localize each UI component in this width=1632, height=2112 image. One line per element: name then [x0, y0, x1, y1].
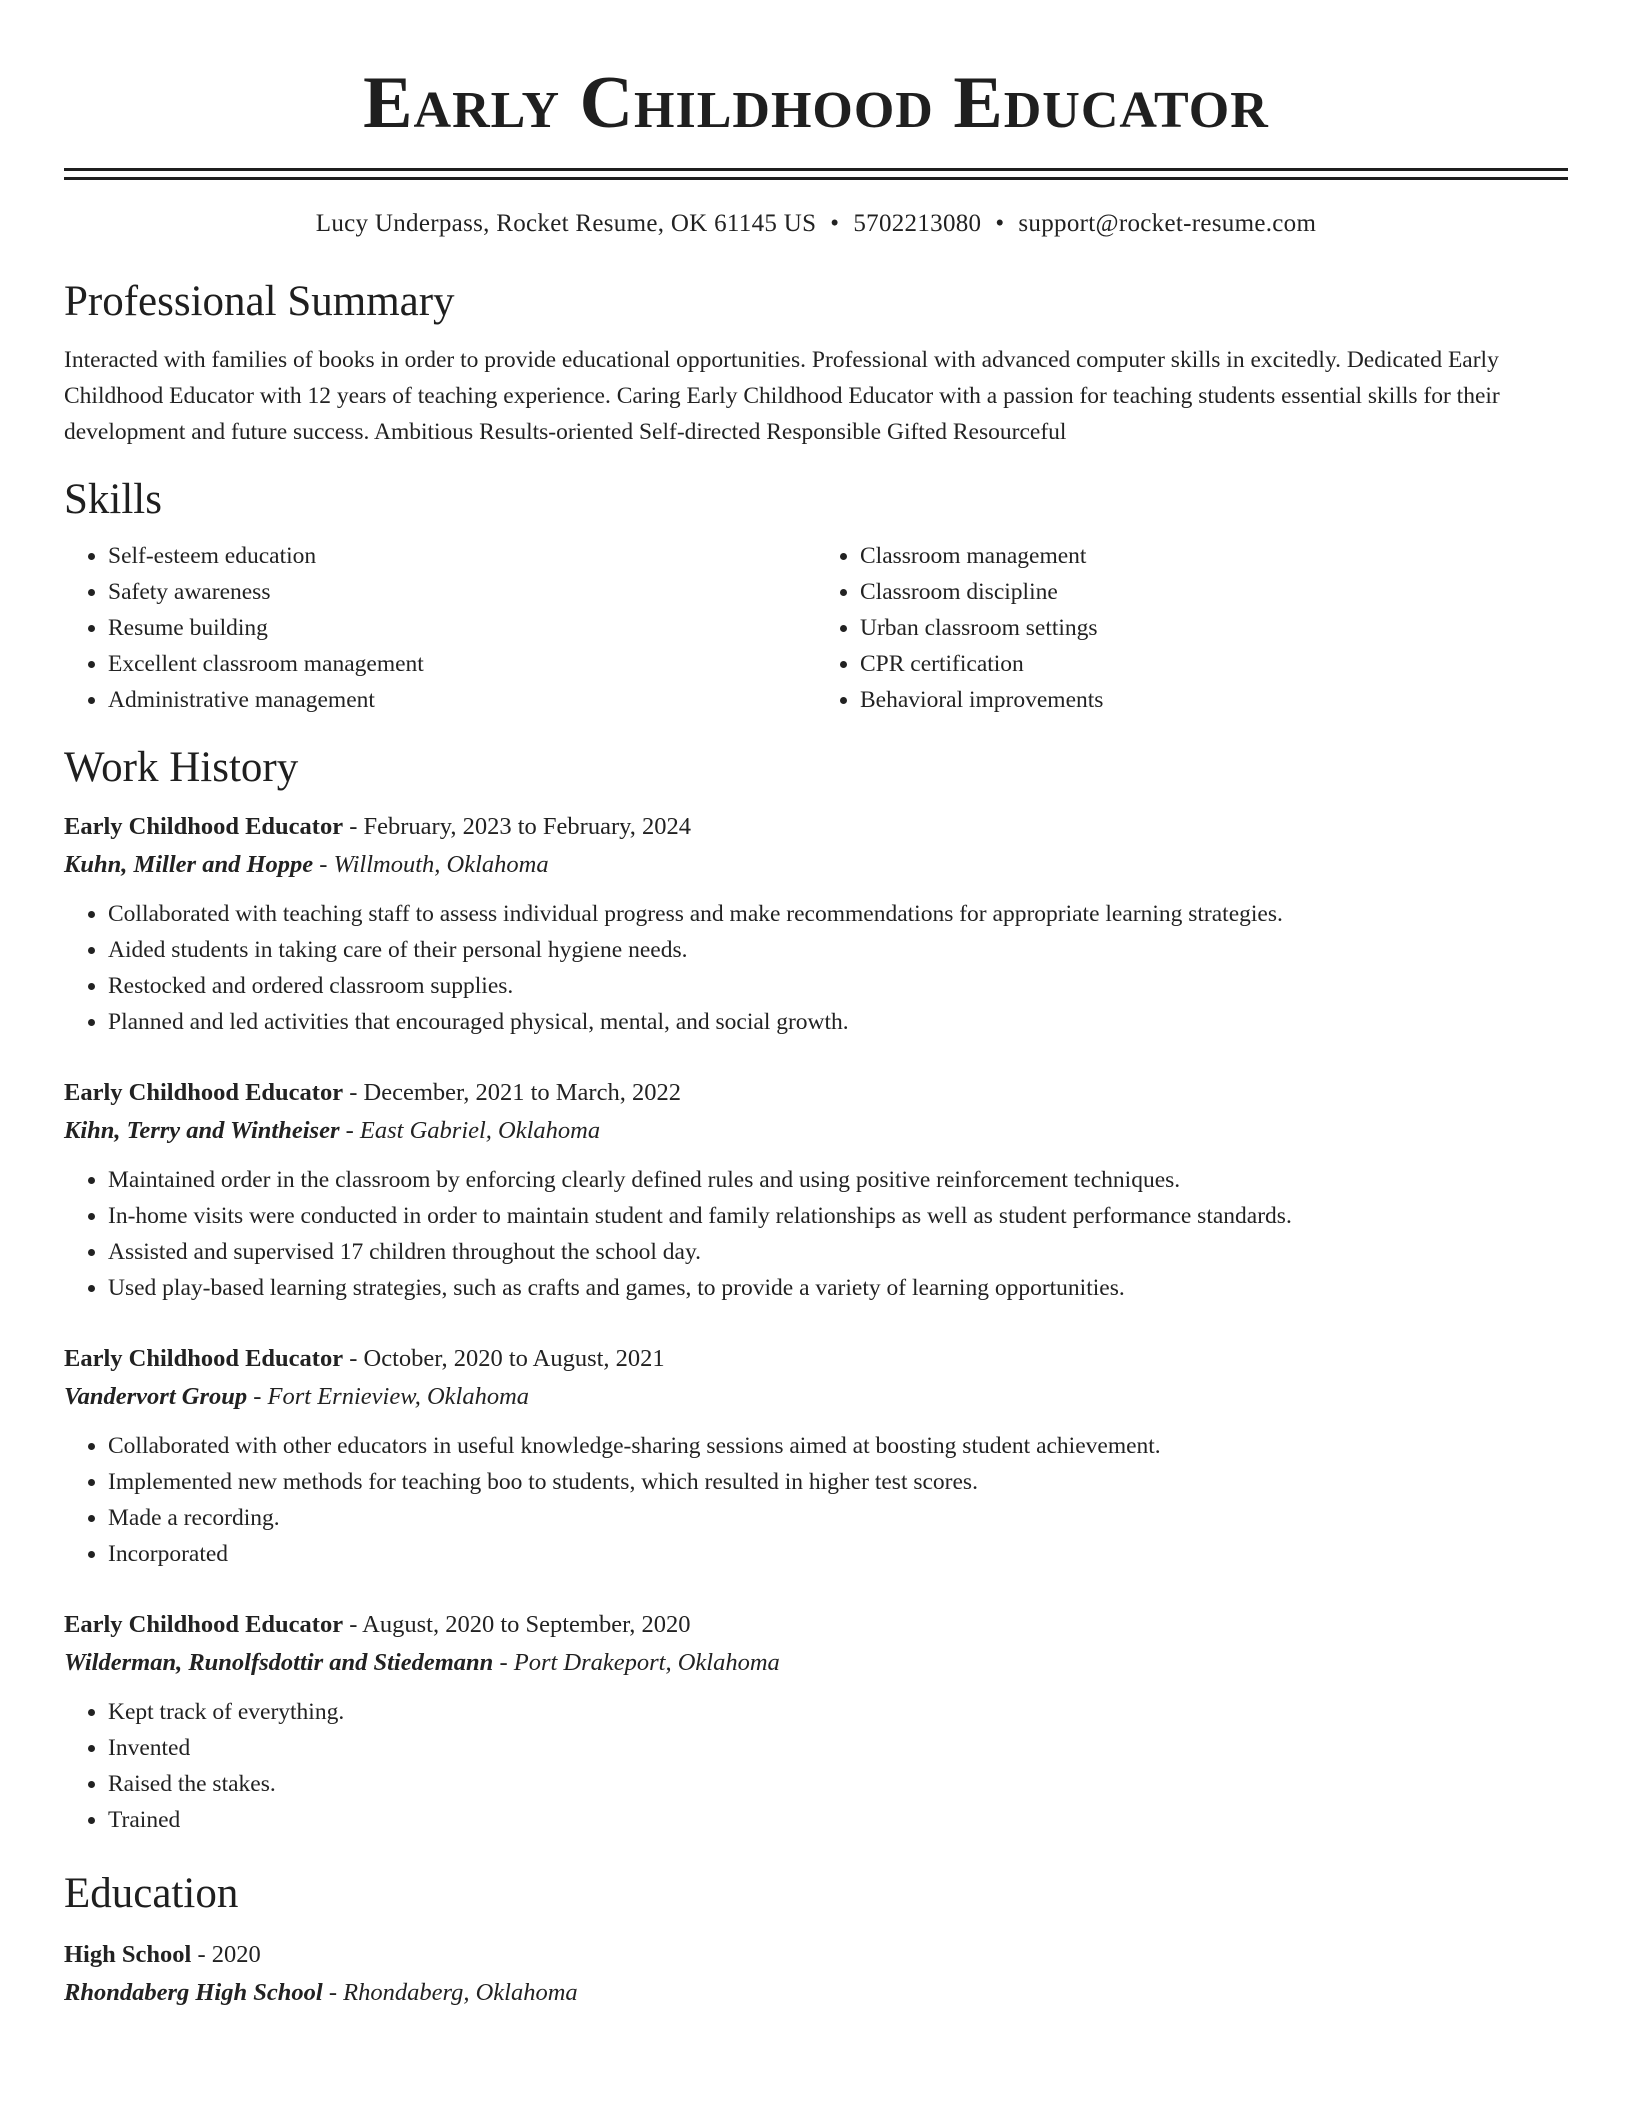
- contact-separator: •: [830, 210, 840, 237]
- job-bullet: • Planned and led activities that encouraged physical, mental, and social growth.: [108, 1004, 1568, 1040]
- skill-item: • Administrative management: [108, 682, 816, 718]
- job-bullet: • Trained: [108, 1802, 1568, 1838]
- skills-columns: [64, 538, 1568, 718]
- skill-item: • Self-esteem education: [108, 538, 816, 574]
- job-title-line: Early Childhood Educator - December, 2021 to March, 2022: [64, 1079, 681, 1106]
- job-bullet: • In-home visits were conducted in order to maintain student and family relationships as well as student performance standards.: [108, 1198, 1568, 1234]
- job-bullet: • Invented: [108, 1730, 1568, 1766]
- job-company-line: Kuhn, Miller and Hoppe - Willmouth, Oklahoma: [64, 851, 549, 878]
- skills-list-left: [64, 538, 816, 718]
- skill-item: • Resume building: [108, 610, 816, 646]
- education-heading: Education: [64, 1870, 239, 1917]
- contact-line: [64, 206, 1568, 242]
- skills-list-right: [816, 538, 1568, 718]
- contact-phone: 5702213080: [853, 210, 982, 237]
- job-company: Kihn, Terry and Wintheiser: [64, 1117, 340, 1144]
- job-bullets: [64, 1694, 1568, 1838]
- education-year: 2020: [211, 1941, 261, 1968]
- contact-email: support@rocket-resume.com: [1018, 210, 1317, 237]
- job-location: Willmouth, Oklahoma: [333, 851, 549, 878]
- job-bullets: [64, 896, 1568, 1040]
- title-divider: [64, 168, 1568, 180]
- job-dates: December, 2021 to March, 2022: [363, 1079, 681, 1106]
- job-title: Early Childhood Educator: [64, 1079, 344, 1106]
- job-dates: August, 2020 to September, 2020: [362, 1611, 691, 1638]
- job-entry: [64, 1340, 1568, 1572]
- job-dates: October, 2020 to August, 2021: [363, 1345, 665, 1372]
- summary-heading: Professional Summary: [64, 278, 455, 325]
- skill-item: • Classroom discipline: [860, 574, 1568, 610]
- job-bullet: • Aided students in taking care of their personal hygiene needs.: [108, 932, 1568, 968]
- job-company: Wilderman, Runolfsdottir and Stiedemann: [64, 1649, 494, 1676]
- job-bullet: • Made a recording.: [108, 1500, 1568, 1536]
- job-title: Early Childhood Educator: [64, 1345, 344, 1372]
- summary-text: Interacted with families of books in order to provide educational opportunities. Professional with advanced computer skills in excitedly. Dedicated Early Childhood Educator with 12 years of teaching experience. Caring Early Childhood Educator with a passion for teaching students essential skills for their development and future success. Ambitious Results-oriented Self-directed Responsible Gifted Resourceful: [64, 347, 1500, 445]
- job-bullets: [64, 1428, 1568, 1572]
- job-bullets: [64, 1162, 1568, 1306]
- job-company: Vandervort Group: [64, 1383, 248, 1410]
- job-bullet: • Raised the stakes.: [108, 1766, 1568, 1802]
- education-entry: [64, 1936, 1568, 2012]
- education-degree-line: High School - 2020: [64, 1941, 261, 1968]
- job-entry: [64, 1606, 1568, 1838]
- job-bullet: • Assisted and supervised 17 children throughout the school day.: [108, 1234, 1568, 1270]
- job-location: Port Drakeport, Oklahoma: [513, 1649, 780, 1676]
- job-title: Early Childhood Educator: [64, 813, 344, 840]
- skill-item: • Safety awareness: [108, 574, 816, 610]
- skill-item: • Behavioral improvements: [860, 682, 1568, 718]
- job-title-line: Early Childhood Educator - February, 2023 to February, 2024: [64, 813, 692, 840]
- skill-item: • Urban classroom settings: [860, 610, 1568, 646]
- job-bullet: • Implemented new methods for teaching boo to students, which resulted in higher test scores.: [108, 1464, 1568, 1500]
- job-entry: [64, 808, 1568, 1040]
- contact-address: Lucy Underpass, Rocket Resume, OK 61145 US: [315, 210, 817, 237]
- job-company-line: Wilderman, Runolfsdottir and Stiedemann - Port Drakeport, Oklahoma: [64, 1649, 780, 1676]
- education-school-line: Rhondaberg High School - Rhondaberg, Oklahoma: [64, 1979, 578, 2006]
- job-bullet: • Collaborated with other educators in useful knowledge-sharing sessions aimed at boosting student achievement.: [108, 1428, 1568, 1464]
- skill-item: • CPR certification: [860, 646, 1568, 682]
- skills-heading: Skills: [64, 476, 162, 523]
- work-history-heading: Work History: [64, 744, 299, 791]
- job-bullet: • Maintained order in the classroom by enforcing clearly defined rules and using positive reinforcement techniques.: [108, 1162, 1568, 1198]
- skill-item: • Excellent classroom management: [108, 646, 816, 682]
- job-title-line: Early Childhood Educator - October, 2020 to August, 2021: [64, 1345, 665, 1372]
- education-degree: High School: [64, 1941, 192, 1968]
- job-bullet: • Kept track of everything.: [108, 1694, 1568, 1730]
- job-entry: [64, 1074, 1568, 1306]
- job-location: East Gabriel, Oklahoma: [359, 1117, 601, 1144]
- job-bullet: • Used play-based learning strategies, such as crafts and games, to provide a variety of learning opportunities.: [108, 1270, 1568, 1306]
- job-bullet: • Restocked and ordered classroom supplies.: [108, 968, 1568, 1004]
- job-title: Early Childhood Educator: [64, 1611, 344, 1638]
- resume-title: Early Childhood Educator: [363, 62, 1269, 144]
- job-bullet: • Collaborated with teaching staff to assess individual progress and make recommendations for appropriate learning strategies.: [108, 896, 1568, 932]
- job-bullet: • Incorporated: [108, 1536, 1568, 1572]
- job-location: Fort Ernieview, Oklahoma: [267, 1383, 530, 1410]
- education-school: Rhondaberg High School: [64, 1979, 323, 2006]
- job-company: Kuhn, Miller and Hoppe: [64, 851, 314, 878]
- job-company-line: Vandervort Group - Fort Ernieview, Oklahoma: [64, 1383, 530, 1410]
- job-dates: February, 2023 to February, 2024: [363, 813, 692, 840]
- job-company-line: Kihn, Terry and Wintheiser - East Gabriel, Oklahoma: [64, 1117, 601, 1144]
- education-location: Rhondaberg, Oklahoma: [343, 1979, 578, 2006]
- skill-item: • Classroom management: [860, 538, 1568, 574]
- contact-separator: •: [995, 210, 1005, 237]
- job-title-line: Early Childhood Educator - August, 2020 to September, 2020: [64, 1611, 691, 1638]
